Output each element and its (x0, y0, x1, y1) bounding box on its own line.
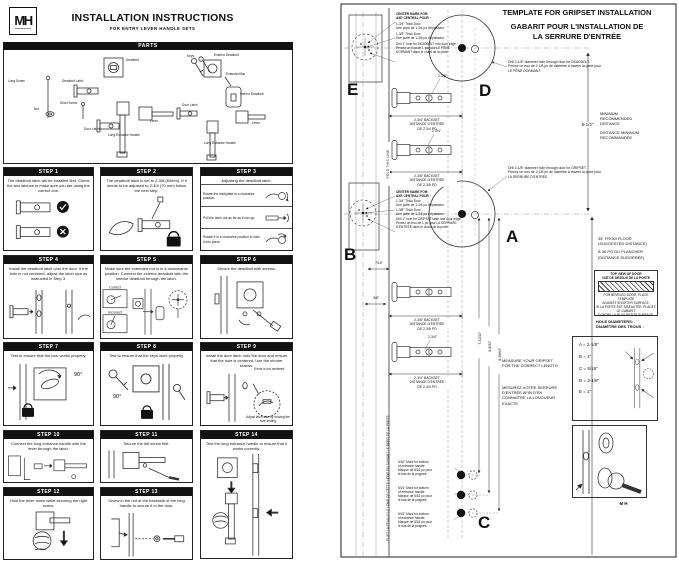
rotate-hand-icon (262, 188, 292, 204)
step-7-text: Test to ensure that the lock works properly. (10, 352, 87, 358)
step-14-text: Test the long entrance handle to ensure that it works correctly. (205, 440, 288, 451)
floor-distance-note: 36" FROM FLOOR (SUGGESTED DISTANCE) À 36 PO DU PLANCHER (DISTANCE SUGGÉRÉE) (598, 236, 647, 260)
svg-text:Long Screw: Long Screw (8, 79, 25, 83)
step-4-text: Install the deadbolt latch onto the door. If the hole is not centered, adjust the latch size as instructed in Step 3. (9, 265, 88, 281)
step-9-card (200, 342, 293, 426)
c-mark-callout-2: 5/16" Mark for bottom of entrance handle. Marque de 5/16 po pour le bas de la poignée. (398, 486, 433, 502)
step-3-text: Adjusting the deadbolt latch: (221, 177, 272, 183)
step-7-illustration (4, 359, 93, 425)
page-subtitle: FOR ENTRY LEVER HANDLE SETS (109, 26, 196, 31)
backset-label-1: 2-3/4" BACKSET DISTANCE D'ENTRÉE DE 2-3/4 PO (397, 118, 457, 131)
step-2-text: The deadbolt latch is set to 2-3/8 (60mm). If it needs to be adjusted to 2-3/4 (70 mm) follow the next step. (106, 177, 187, 193)
step-3-sub-1: Rotate the latchplate in a clockwise position. (201, 184, 292, 206)
step-9-title: STEP 9 (201, 343, 292, 351)
step-10-illustration (4, 452, 93, 482)
callout-center-mark-b: CENTER MARK FOR: AXE CENTRAL POUR : 1-3/4" Thick Door Une porte de 1-3/4 po d'épaisseur 1-3/8" Thick Door Une porte de 1-3/8 po d'épaisseur Drill 1" hole for GRIPSET latch into door edge. Percez un trou de 1 po pour LA SERRURE D'ENTRÉE dans le chant de la porte. (396, 190, 462, 229)
section-letter-d: D (479, 81, 492, 100)
step-13-text: Screw in the nut at the backside of the long handle to secure it to the door. (108, 497, 185, 508)
step-9-callout-1: If hole is not centered (253, 367, 285, 371)
step-7-card (3, 342, 94, 426)
step-3-title: STEP 3 (201, 168, 292, 176)
section-letter-b: B (344, 245, 357, 264)
step-6-text: Secure the deadbolt with screws. (217, 265, 276, 271)
backset-label-3: 2-3/8" BACKSET DISTANCE D'ENTRÉE DE 2-3/8 PO (397, 318, 457, 331)
left-page (0, 0, 339, 565)
step-2-title: STEP 2 (101, 168, 192, 176)
c-mark-callout-1: 5/16" Mark for bottom of entrance handle. Marque de 5/16 po pour le bas de la poignée. (398, 460, 433, 476)
step-13-title: STEP 13 (101, 488, 192, 496)
step-10-title: STEP 10 (4, 431, 93, 439)
svg-text:Long Entrance Handle: Long Entrance Handle (108, 133, 140, 137)
bracket-dim-1: 2-3/8" (438, 74, 447, 78)
template-title-fr-2: LA SERRURE D'ENTRÉE (532, 32, 622, 41)
step-1-card (3, 167, 94, 251)
step-8-card (100, 342, 193, 426)
step-3-card (200, 167, 293, 251)
step-1-title: STEP 1 (4, 168, 93, 176)
svg-text:Long Entrance Handle: Long Entrance Handle (204, 141, 236, 145)
step-9-callout-2: Adjust latch size by moving the size setting (246, 415, 290, 423)
step-10-text: Connect the long entrance handle with the lever through the latch. (11, 440, 86, 451)
padlock-icon (141, 406, 153, 419)
handle-length-dim-2: 8-9/32" (488, 326, 492, 366)
step-3-sub-3: Rotate it in a clockwise position to click it into place. (201, 228, 292, 250)
hole-diameters-heading: HOLE DIAMETERS: DIAMÈTRE DES TROUS : (596, 319, 644, 330)
edge-dim-2: 3/8" (373, 296, 379, 300)
svg-text:Deadbolt Latch: Deadbolt Latch (62, 79, 84, 83)
step-11-illustration (101, 447, 192, 482)
template-title-fr-1: GABARIT POUR L'INSTALLATION DE (510, 22, 644, 31)
step-14-card (200, 430, 293, 559)
callout-center-mark-e: CENTER MARK FOR: AXE CENTRAL POUR : 1-3/4" Thick Door Une porte de 1-3/4 po d'épaisseur 1-3/8" Thick Door Une porte de 1-3/8 po d'épaisseur Drill 1" hole for DEADBOLT into door edge. Percez un trou de 1 po pour LE PÊNE DORMANT dans le chant de la porte. (396, 12, 457, 54)
step-7-title: STEP 7 (4, 343, 93, 351)
section-letter-e: E (347, 80, 359, 99)
measure-gripset-note-en: MEASURE YOUR GRIPSET FOR THE CORRECT LENGTH (502, 358, 558, 369)
svg-text:Lever: Lever (252, 121, 260, 125)
step-2-illustration (101, 195, 192, 250)
top-view-box: TOP VIEW OF DOOR VUE DE DESSUS DE LA PORTE FOR BEVELED DOOR, PLACE TEMPLATE AGAINST SHORTER SURFACE. SI LA PORTE EST BISEAUTÉE, PLACEZ LE GABARIT CONTRE LA PLUS PETITE SURFACE. (594, 270, 658, 316)
fold-line-label: FOLD THIS LINE (386, 142, 390, 186)
fold-line-label-fr: PLIEZ LA FEUILLE LE LONG DE CETTE LIGNE EN SUIVANT LE BORD DE LA PORTE (386, 415, 390, 541)
min-distance-value: 5-1/2" (576, 122, 599, 128)
page-title: INSTALLATION INSTRUCTIONS (71, 12, 234, 24)
step-11-text: Secure the left screw first. (123, 440, 170, 446)
step-14-illustration (201, 452, 292, 558)
step-1-illustration (4, 195, 93, 250)
step-12-text: Hold the lever down while securing the right screw. (9, 497, 88, 508)
step-11-card (100, 430, 193, 483)
svg-text:Interior Deadbolt: Interior Deadbolt (240, 92, 264, 96)
step-12-illustration (4, 509, 93, 559)
min-distance-note: MINIMUM RECOMMENDED DISTANCE DISTANCE MINIMUM RECOMMANDÉE (600, 111, 640, 140)
right-page (339, 0, 679, 565)
step-5-card (100, 255, 193, 339)
svg-text:Incorrect: Incorrect (108, 309, 122, 314)
gripset-illustration-box (572, 425, 647, 498)
step-12-title: STEP 12 (4, 488, 93, 496)
template-title-en: TEMPLATE FOR GRIPSET INSTALLATION (502, 8, 652, 17)
section-letter-a: A (506, 227, 519, 246)
c-mark-callout-3: 5/16" Mark for bottom of entrance handle. Marque de 5/16 po pour le bas de la poignée. (398, 512, 433, 528)
step-8-illustration (101, 359, 192, 425)
svg-text:Extended Bar: Extended Bar (226, 72, 246, 76)
backset-label-2: 2-3/8" BACKSET DISTANCE D'ENTRÉE DE 2-3/8 PO (397, 174, 457, 187)
parts-illustration (4, 50, 292, 162)
section-letter-c: C (478, 513, 491, 532)
step-13-card (100, 487, 193, 560)
step-6-title: STEP 6 (201, 256, 292, 264)
padlock-icon (22, 404, 34, 417)
step-14-title: STEP 14 (201, 431, 292, 439)
svg-text:Nut: Nut (34, 107, 39, 111)
step-10-card (3, 430, 94, 483)
callout-drill-deadbolt: Drill 2-1/8" diameter hole through door for DEADBOLT. Percez un trou de 2-1/8 po de diamètre à travers la porte pour LE PÊNE DORMANT. (508, 60, 602, 73)
brand-mark-caption: MH (619, 501, 629, 506)
step-13-illustration (101, 509, 192, 559)
step-5-text: Make sure the extended rod is in a downwards position. Connect the exterior deadbolt with the interior deadbolt through the latch. (104, 265, 189, 281)
step-8-text: Test to ensure that the keys work properly. (109, 352, 184, 358)
callout-drill-gripset: Drill 2-1/8" diameter hole through door for GRIPSET. Percez un trou de 2-1/8 po de diamètre à travers la porte pour LA SERRURE D'ENTRÉE. (508, 166, 602, 179)
parts-header: PARTS (3, 42, 293, 50)
step-5-title: STEP 5 (101, 256, 192, 264)
step-4-title: STEP 4 (4, 256, 93, 264)
step-4-card (3, 255, 94, 339)
parts-panel (3, 50, 293, 164)
step-4-illustration (4, 283, 93, 338)
svg-text:Keys: Keys (187, 54, 195, 58)
pull-latch-icon (262, 210, 292, 226)
step-5-illustration (101, 283, 192, 338)
step-9-text: Install the door latch onto the door and ensure that the hole is centered. Use the shorter screws. (205, 352, 288, 368)
door-hatch (598, 281, 654, 292)
brand-monogram: MH (14, 13, 32, 28)
svg-text:Correct: Correct (109, 284, 121, 289)
svg-text:Door Latch: Door Latch (182, 103, 198, 107)
gripset-illustration (573, 426, 647, 498)
svg-text:Short Screw: Short Screw (60, 101, 78, 105)
bracket-dim-3: 2-3/4" (428, 335, 437, 339)
svg-text:90°: 90° (113, 394, 122, 401)
svg-text:Door Latch: Door Latch (84, 127, 100, 131)
measure-gripset-note-fr: MESUREZ VOTRE SERRURE D'ENTRÉE AFIN D'EN CONNAÎTRE LA LONGUEUR EXACTE. (502, 385, 558, 406)
hole-diameters-list: A = 2-1/8" B = 1" C = 5/16" D = 2-1/8" E = 1" (579, 342, 600, 395)
svg-text:Lever: Lever (150, 119, 158, 123)
bracket-dim-2: 2-3/4" (432, 129, 441, 133)
step-8-title: STEP 8 (101, 343, 192, 351)
edge-dim-1: 7/16" (375, 261, 383, 265)
svg-text:90°: 90° (74, 372, 83, 379)
step-2-card (100, 167, 193, 251)
brand-tagline-rule (15, 28, 31, 29)
brand-logo (9, 7, 37, 35)
hole-diameters-box (572, 336, 658, 421)
padlock-icon (167, 231, 181, 246)
rotate-click-icon (262, 232, 292, 248)
step-3-sub-2: Pull the latch out as far as it can go. (201, 206, 292, 228)
cross-icon (57, 225, 69, 237)
step-6-illustration (201, 272, 292, 338)
step-6-card (200, 255, 293, 339)
step-11-title: STEP 11 (101, 431, 192, 439)
backset-label-4: 2-3/4" BACKSET DISTANCE D'ENTRÉE DE 2-3/4 PO (397, 376, 457, 389)
hole-location-diagram (621, 337, 657, 420)
check-icon (57, 201, 69, 213)
step-12-card (3, 487, 94, 560)
svg-text:Exterior Deadbolt: Exterior Deadbolt (214, 53, 239, 57)
step-1-text: The deadbolt latch will be installed first. Check the two latches to make sure you are using the correct one. (7, 177, 90, 193)
svg-text:Deadbolt: Deadbolt (126, 58, 139, 62)
handle-length-dim-3: 8-39/64" (498, 334, 502, 374)
handle-length-dim-1: 7-31/32" (478, 318, 482, 358)
